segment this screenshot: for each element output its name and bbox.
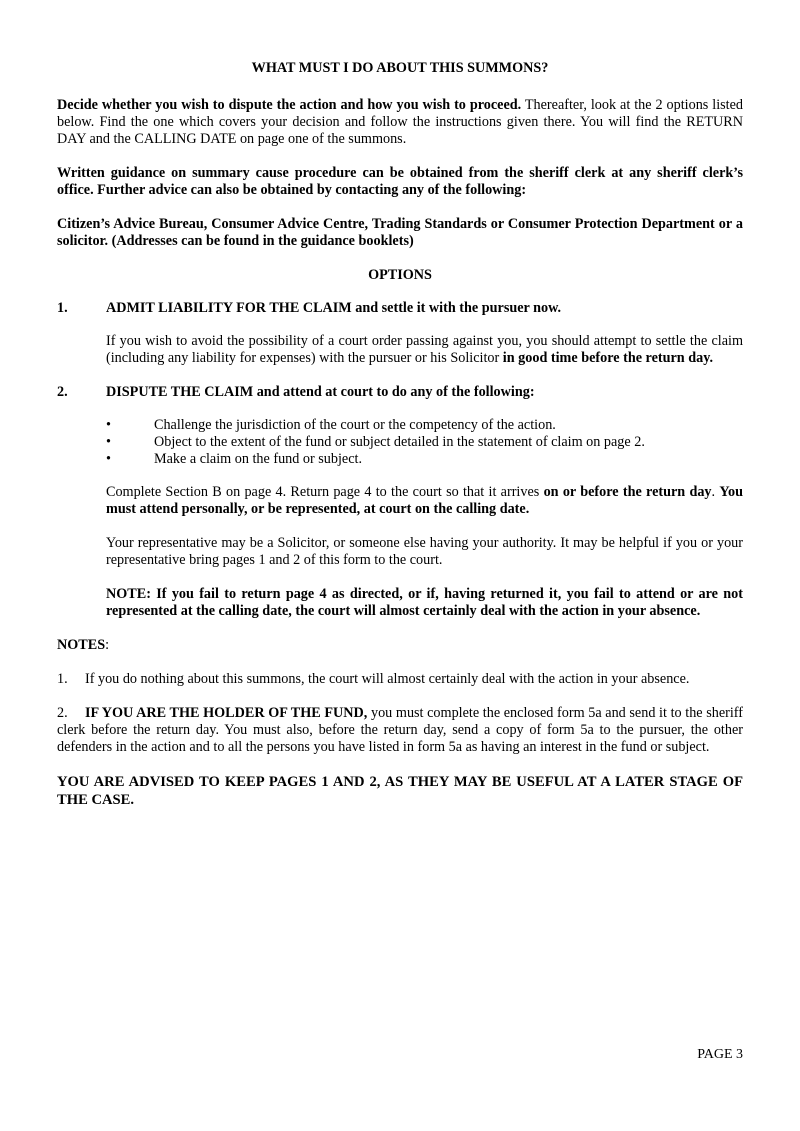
note-1-number: 1. <box>57 671 68 687</box>
bullet-icon: • <box>106 451 111 467</box>
option-1-heading <box>57 300 743 317</box>
intro-paragraph <box>57 97 743 148</box>
note-2-bold: IF YOU ARE THE HOLDER OF THE FUND, <box>85 705 368 721</box>
option-2-number: 2. <box>57 384 68 400</box>
option-1-body-bold: in good time before the return day. <box>502 350 714 366</box>
complete-bold: on or before the return day <box>543 484 712 500</box>
option-2-bullet-list <box>106 417 743 468</box>
page-heading: WHAT MUST I DO ABOUT THIS SUMMONS? <box>251 60 549 76</box>
advice-paragraph: YOU ARE ADVISED TO KEEP PAGES 1 AND 2, AS THEY MAY BE USEFUL AT A LATER STAGE OF THE CASE. <box>57 774 743 808</box>
note-1 <box>57 671 743 688</box>
guidance-paragraph: Written guidance on summary cause procedure can be obtained from the sheriff clerk at any sheriff clerk’s office. Further advice can also be obtained by contacting any of the following: <box>57 165 743 198</box>
list-item <box>106 417 743 434</box>
bullet-icon: • <box>106 434 111 450</box>
option-1-title: ADMIT LIABILITY FOR THE CLAIM and settle it with the pursuer now. <box>106 300 562 316</box>
bullet-text: Challenge the jurisdiction of the court or the competency of the action. <box>154 417 556 433</box>
bullet-icon: • <box>106 417 111 433</box>
complete-text: Complete Section B on page 4. Return page 4 to the court so that it arrives <box>106 484 544 500</box>
contacts-paragraph: Citizen’s Advice Bureau, Consumer Advice Centre, Trading Standards or Consumer Protection Department or a solicitor. (Addresses can be found in the guidance booklets) <box>57 216 743 249</box>
intro-rest: Thereafter, look at the 2 options listed below. Find the one which covers your decision and follow the instructions given there. You will find the RETURN DAY and the CALLING DATE on page one of the summons. <box>57 97 743 147</box>
option-2-heading <box>57 384 743 401</box>
option-1-body <box>106 333 743 367</box>
bullet-text: Object to the extent of the fund or subject detailed in the statement of claim on page 2. <box>154 434 645 450</box>
complete-period: . <box>711 484 716 500</box>
notes-heading-text: NOTES <box>57 637 106 653</box>
option-2-representative-paragraph: Your representative may be a Solicitor, or someone else having your authority. It may be helpful if you or your representative bring pages 1 and 2 of this form to the court. <box>106 535 743 568</box>
notes-heading-colon: : <box>105 637 110 653</box>
bullet-text: Make a claim on the fund or subject. <box>154 451 363 467</box>
note-2-text: you must complete the enclosed form 5a and send it to the sheriff clerk before the return day. You must also, before the return day, send a copy of form 5a to the pursuer, the other defenders in the action and to all the persons you have listed in form 5a as having an interest in the fund or subject. <box>57 705 743 755</box>
note-2 <box>57 705 743 756</box>
option-2-complete-paragraph <box>106 484 743 518</box>
intro-bold: Decide whether you wish to dispute the action and how you wish to proceed. <box>57 97 522 113</box>
option-1-number: 1. <box>57 300 68 316</box>
option-2-note-paragraph: NOTE: If you fail to return page 4 as directed, or if, having returned it, you fail to attend or are not represented at the calling date, the court will almost certainly deal with the action in your absence. <box>106 586 743 619</box>
note-1-text: If you do nothing about this summons, the court will almost certainly deal with the action in your absence. <box>85 671 690 687</box>
option-2-title: DISPUTE THE CLAIM and attend at court to do any of the following: <box>106 384 535 400</box>
notes-heading <box>57 637 743 654</box>
list-item <box>106 451 743 468</box>
page-number: PAGE 3 <box>697 1047 743 1062</box>
list-item <box>106 434 743 451</box>
options-heading: OPTIONS <box>368 267 432 283</box>
option-1-body-text: If you wish to avoid the possibility of a court order passing against you, you should attempt to settle the claim (including any liability for expenses) with the pursuer or his Solicitor <box>106 333 743 366</box>
document-page <box>57 60 743 809</box>
note-2-number: 2. <box>57 705 68 721</box>
attend-bold: You must attend personally, or be represented, at court on the calling date. <box>106 484 744 517</box>
